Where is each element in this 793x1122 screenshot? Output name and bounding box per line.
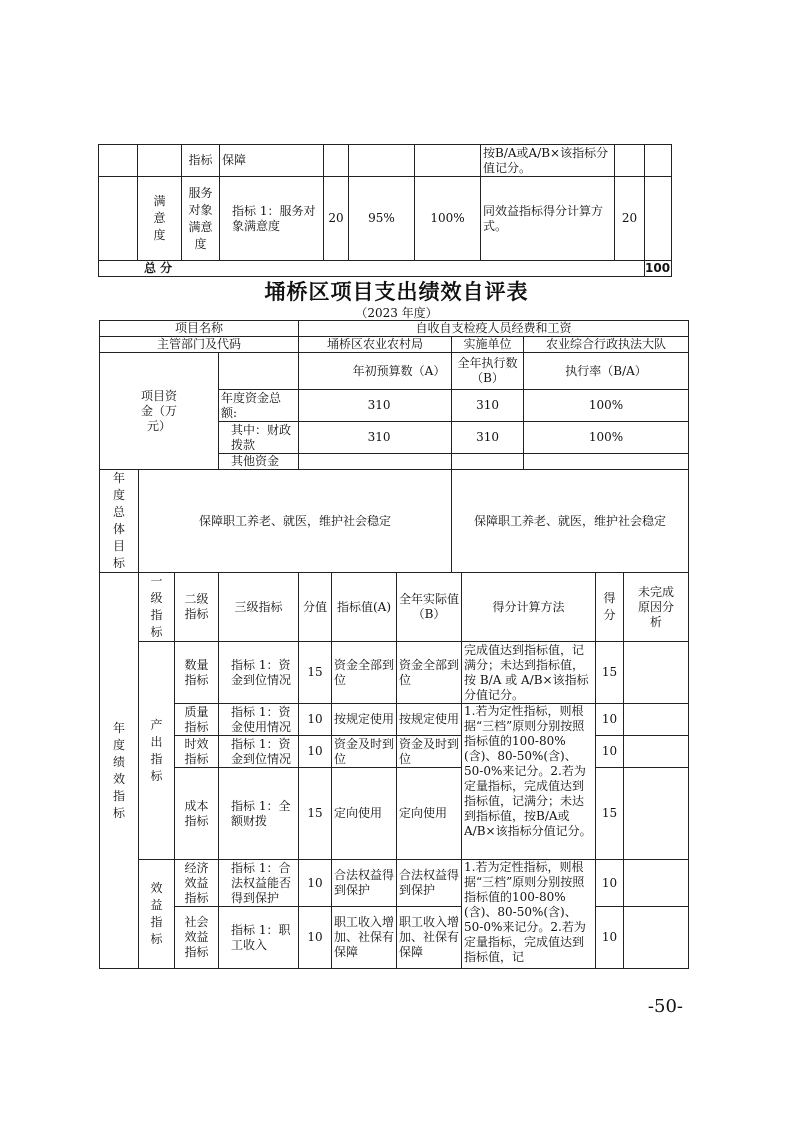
benefit-econ-l2: 经济效益指标	[175, 860, 219, 907]
benefit-econ-actual: 合法权益得到保护	[397, 860, 462, 907]
output-cost-l3: 指标 1：全额财拨	[219, 768, 299, 860]
year-subtitle: （2023 年度）	[355, 306, 438, 320]
output-qty-l2: 数量指标	[175, 642, 219, 704]
header-l3: 三级指标	[219, 573, 299, 642]
output-quality-target: 按规定使用	[332, 704, 397, 736]
continued-table	[98, 144, 672, 277]
impl: 农业综合行政执法大队	[524, 337, 689, 353]
funds-total-rate: 100%	[524, 390, 689, 422]
page-title: 埇桥区项目支出绩效自评表	[264, 280, 529, 304]
benefit-social-l3: 指标 1：职工收入	[219, 907, 299, 969]
cell-blank	[624, 768, 689, 860]
benefit-social-actual: 职工收入增加、社保有保障	[397, 907, 462, 969]
funds-other-label: 其他资金	[219, 454, 299, 470]
output-cost-got: 15	[596, 768, 624, 860]
header-actual: 全年实际值（B）	[397, 573, 462, 642]
cell-blank	[624, 704, 689, 736]
dept-label: 主管部门及代码	[100, 337, 299, 353]
output-quality-actual: 按规定使用	[397, 704, 462, 736]
total-label: 总 分	[99, 261, 645, 277]
satisfaction-score: 20	[324, 177, 349, 261]
header-l1: 一级指标	[139, 573, 175, 642]
output-time-l3: 指标 1：资金到位情况	[219, 736, 299, 768]
funds-header-b: 全年执行数（B）	[452, 353, 524, 390]
cell-blank	[645, 145, 672, 177]
header-got: 得分	[596, 573, 624, 642]
cont-method-tail: 按B/A或A/B×该指标分值记分。	[481, 145, 615, 177]
funds-total-label: 年度资金总额:	[219, 390, 299, 422]
funds-header-a: 年初预算数（A）	[299, 353, 452, 390]
output-quality-l2: 质量指标	[175, 704, 219, 736]
output-time-score: 10	[299, 736, 332, 768]
perf-label: 年度绩效指标	[100, 573, 139, 969]
output-label: 产出指标	[139, 642, 175, 860]
funds-header-rate: 执行率（B/A）	[524, 353, 689, 390]
cell-blank	[624, 860, 689, 907]
cell-blank	[624, 642, 689, 704]
funds-other-b	[452, 454, 524, 470]
cell-blank	[349, 145, 415, 177]
output-cost-l2: 成本指标	[175, 768, 219, 860]
output-qty-actual: 资金全部到位	[397, 642, 462, 704]
output-qty-score: 15	[299, 642, 332, 704]
cell-blank	[324, 145, 349, 177]
header-reason: 未完成原因分析	[624, 573, 689, 642]
output-cost-score: 15	[299, 768, 332, 860]
cell-blank	[415, 145, 481, 177]
cell-blank	[615, 145, 645, 177]
output-time-l2: 时效指标	[175, 736, 219, 768]
performance-table	[99, 320, 689, 969]
cell-blank	[99, 177, 138, 261]
output-cost-actual: 定向使用	[397, 768, 462, 860]
satisfaction-got: 20	[615, 177, 645, 261]
output-quality-score: 10	[299, 704, 332, 736]
benefit-econ-target: 合法权益得到保护	[332, 860, 397, 907]
benefit-social-l2: 社会效益指标	[175, 907, 219, 969]
goal-left: 保障职工养老、就医，维护社会稳定	[139, 470, 452, 573]
satisfaction-l3: 指标 1：服务对象满意度	[220, 177, 324, 261]
satisfaction-l2: 服务对象满意度	[182, 177, 220, 261]
funds-fiscal-label: 其中：财政拨款	[219, 422, 299, 454]
benefit-econ-got: 10	[596, 860, 624, 907]
output-qty-target: 资金全部到位	[332, 642, 397, 704]
output-quality-got: 10	[596, 704, 624, 736]
total-value: 100	[645, 261, 671, 275]
header-score: 分值	[299, 573, 332, 642]
funds-fiscal-a: 310	[299, 422, 452, 454]
satisfaction-method: 同效益指标得分计算方式。	[481, 177, 615, 261]
funds-other-rate	[524, 454, 689, 470]
benefit-social-target: 职工收入增加、社保有保障	[332, 907, 397, 969]
benefit-social-score: 10	[299, 907, 332, 969]
cell-blank	[138, 145, 182, 177]
benefit-label: 效益指标	[139, 860, 175, 969]
page-number: -50-	[647, 996, 683, 1017]
project-name-label: 项目名称	[100, 321, 299, 337]
funds-total-a: 310	[299, 390, 452, 422]
goal-label: 年度总体目标	[100, 470, 139, 573]
header-target: 指标值(A)	[332, 573, 397, 642]
output-qty-got: 15	[596, 642, 624, 704]
dept: 埇桥区农业农村局	[299, 337, 452, 353]
header-method: 得分计算方法	[462, 573, 596, 642]
cell-blank	[219, 353, 299, 390]
project-name: 自收自支检疫人员经费和工资	[299, 321, 689, 337]
output-time-actual: 资金及时到位	[397, 736, 462, 768]
goal-right: 保障职工养老、就医，维护社会稳定	[452, 470, 689, 573]
cell-blank	[99, 145, 138, 177]
benefit-econ-score: 10	[299, 860, 332, 907]
header-l2: 二级指标	[175, 573, 219, 642]
output-qty-method: 完成值达到指标值，记满分；未达到指标值，按 B/A 或 A/B×该指标分值记分。	[462, 642, 596, 704]
funds-total-b: 310	[452, 390, 524, 422]
output-time-got: 10	[596, 736, 624, 768]
funds-fiscal-b: 310	[452, 422, 524, 454]
impl-label: 实施单位	[452, 337, 524, 353]
funds-label: 项目资金（万元）	[100, 353, 219, 470]
output-cost-target: 定向使用	[332, 768, 397, 860]
output-qty-l3: 指标 1：资金到位情况	[219, 642, 299, 704]
benefit-method: 1.若为定性指标，则根据“三档”原则分别按照指标值的100-80%(含)、80-50%(含)、50-0%来记分。2.若为定量指标，完成值达到指标值，记	[462, 860, 596, 969]
cont-l2-tail: 指标	[182, 145, 220, 177]
benefit-econ-l3: 指标 1：合法权益能否得到保护	[219, 860, 299, 907]
funds-other-a	[299, 454, 452, 470]
output-method: 1.若为定性指标，则根据“三档”原则分别按照指标值的100-80%(含)、80-50%(含)、50-0%来记分。2.若为定量指标，完成值达到指标值，记满分；未达到指标值，按B/A或A/B×该指标分值记分。	[462, 704, 596, 860]
output-time-target: 资金及时到位	[332, 736, 397, 768]
cell-blank	[624, 736, 689, 768]
satisfaction-actual: 100%	[415, 177, 481, 261]
satisfaction-l1: 满意度	[138, 177, 182, 261]
benefit-social-got: 10	[596, 907, 624, 969]
funds-fiscal-rate: 100%	[524, 422, 689, 454]
cont-l3-tail: 保障	[220, 145, 324, 177]
cell-blank	[624, 907, 689, 969]
cell-blank	[645, 177, 672, 261]
output-quality-l3: 指标 1：资金使用情况	[219, 704, 299, 736]
satisfaction-target: 95%	[349, 177, 415, 261]
